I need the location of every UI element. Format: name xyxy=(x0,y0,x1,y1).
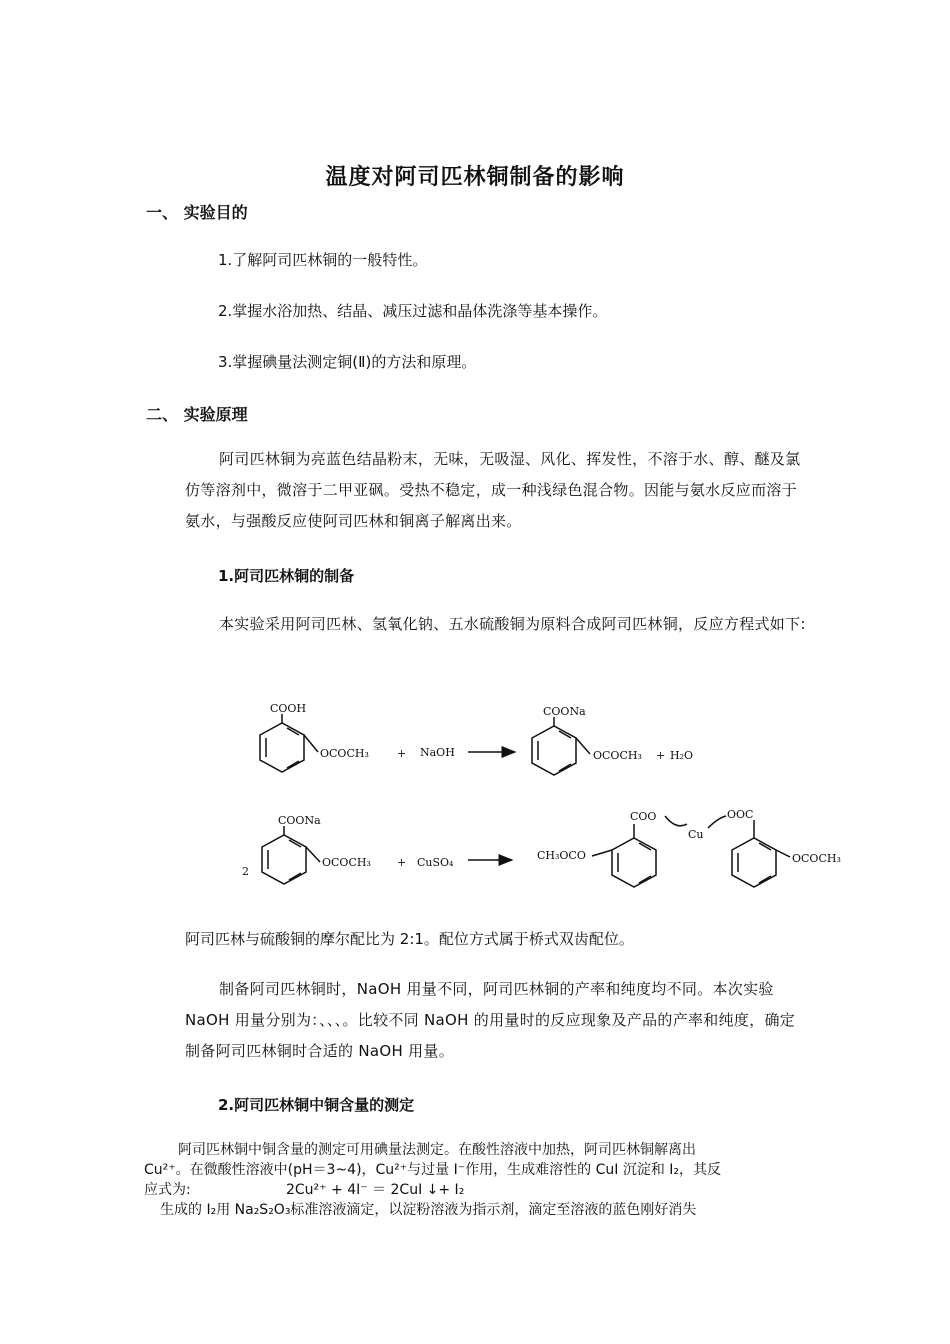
naoh-paragraph: 制备阿司匹林铜时，NaOH 用量不同，阿司匹林铜的产率和纯度均不同。本次实验 NaOH 用量分别为：、、、。比较不同 NaOH 的用量时的反应现象及产品的产率和纯度，确定制备阿司匹林铜时合适的 NaOH 用量。 xyxy=(185,980,796,1060)
copper-aspirinate-right-ring xyxy=(708,816,790,887)
aspirin-ring-structure xyxy=(260,714,318,772)
r1-coona-label: COONa xyxy=(543,705,586,718)
r2-left-ester-label: CH₃OCO xyxy=(537,849,586,862)
subsection-heading-preparation: 1.阿司匹林铜的制备 xyxy=(218,567,355,585)
r2-ester-label: OCOCH₃ xyxy=(322,856,371,869)
subsection-heading-copper-content: 2.阿司匹林铜中铜含量的测定 xyxy=(218,1096,415,1114)
copper-content-line-2: Cu²⁺。在微酸性溶液中(pH＝3~4)，Cu²⁺与过量 I⁻作用，生成难溶性的 CuI 沉淀和 I₂，其反 xyxy=(144,1162,722,1178)
r2-coefficient: 2 xyxy=(242,865,249,878)
r1-ester-label: OCOCH₃ xyxy=(320,747,369,760)
page-title: 温度对阿司匹林铜制备的影响 xyxy=(325,165,625,190)
section-heading-purpose: 一、 实验目的 xyxy=(146,203,248,222)
r2-copper-label: Cu xyxy=(688,828,704,841)
reaction-scheme xyxy=(240,690,860,910)
r2-right-carboxylate-label: OOC xyxy=(727,808,754,821)
r1-plus-1: + xyxy=(397,747,407,760)
preparation-paragraph: 本实验采用阿司匹林、氢氧化钠、五水硫酸铜为原料合成阿司匹林铜，反应方程式如下: xyxy=(219,615,806,633)
sodium-aspirinate-ring-structure xyxy=(532,717,590,775)
r2-right-ester-label: OCOCH₃ xyxy=(792,852,841,865)
sodium-aspirinate-ring-structure-2 xyxy=(262,826,320,884)
r1-product-ester-label: OCOCH₃ xyxy=(593,749,642,762)
copper-content-line-3-label: 应式为: xyxy=(144,1182,191,1198)
r1-plus-2: + xyxy=(656,749,666,762)
copper-aspirinate-left-ring xyxy=(592,816,687,887)
iodometric-equation: 2Cu²⁺ + 4I⁻ ＝ 2CuI ↓+ I₂ xyxy=(286,1182,465,1198)
molar-ratio-text: 阿司匹林与硫酸铜的摩尔配比为 2:1。配位方式属于桥式双齿配位。 xyxy=(185,930,634,948)
purpose-item-1: 1.了解阿司匹林铜的一般特性。 xyxy=(218,251,428,269)
r2-left-carboxylate-label: COO xyxy=(630,810,657,823)
purpose-item-3: 3.掌握碘量法测定铜(Ⅱ)的方法和原理。 xyxy=(218,353,477,371)
r1-naoh-label: NaOH xyxy=(420,746,455,759)
r2-coona-label: COONa xyxy=(278,814,321,827)
r1-water-label: H₂O xyxy=(670,749,694,762)
copper-content-line-1: 阿司匹林铜中铜含量的测定可用碘量法测定。在酸性溶液中加热，阿司匹林铜解离出 xyxy=(178,1142,696,1158)
r2-plus: + xyxy=(397,856,407,869)
copper-content-line-4: 生成的 I₂用 Na₂S₂O₃标准溶液滴定，以淀粉溶液为指示剂，滴定至溶液的蓝色刚好消失 xyxy=(160,1202,697,1218)
section-heading-principle: 二、 实验原理 xyxy=(146,405,248,424)
r2-cuso4-label: CuSO₄ xyxy=(417,856,454,869)
purpose-item-2: 2.掌握水浴加热、结晶、减压过滤和晶体洗涤等基本操作。 xyxy=(218,302,608,320)
principle-intro-paragraph: 阿司匹林铜为亮蓝色结晶粉末，无味，无吸湿、风化、挥发性，不溶于水、醇、醚及氯仿等溶剂中，微溶于二甲亚砜。受热不稳定，成一种浅绿色混合物。因能与氨水反应而溶于氨水，与强酸反应使阿司匹林和铜离子解离出来。 xyxy=(185,450,801,530)
r1-cooh-label: COOH xyxy=(270,702,307,715)
